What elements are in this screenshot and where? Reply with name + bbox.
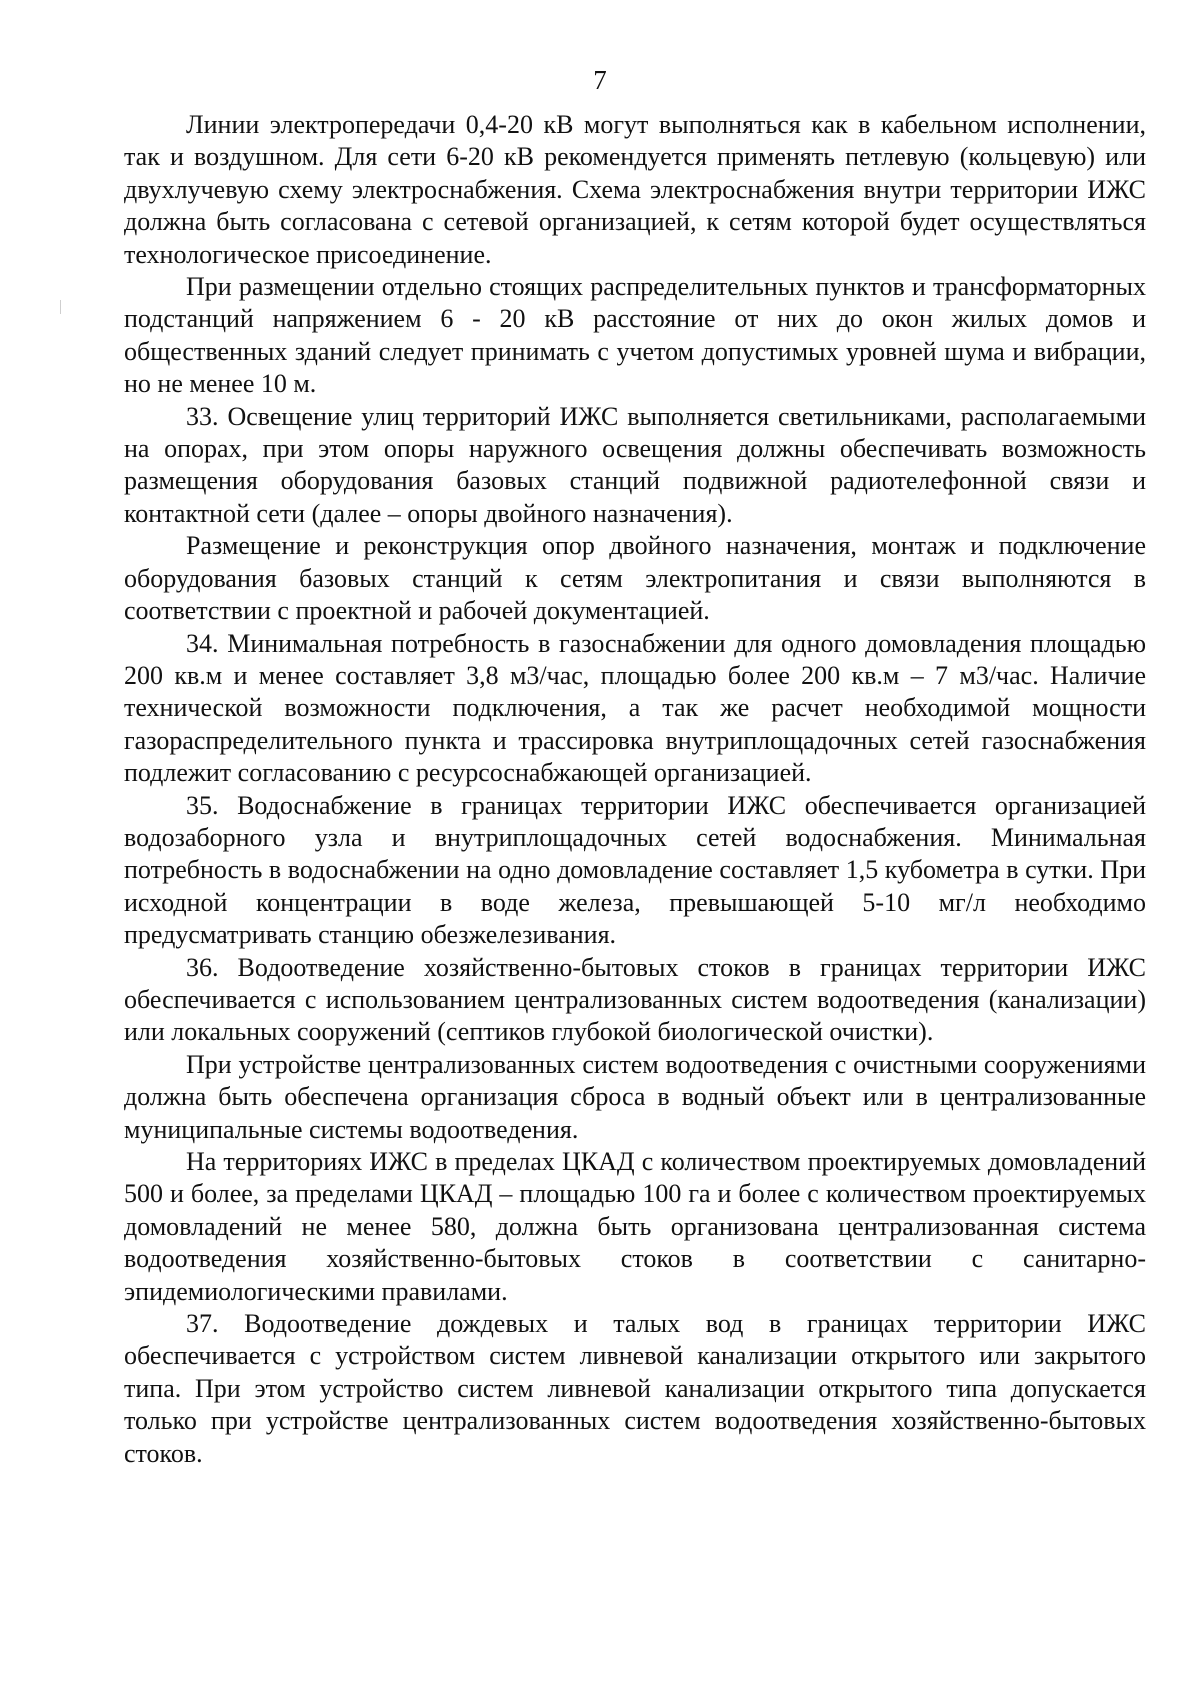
paragraph-street-lighting: 33. Освещение улиц территорий ИЖС выполняется светильниками, располагаемыми на опорах, при этом опоры наружного освещения должны обеспечивать возможность размещения оборудования базовых станций подвижной радиотелефонной связи и контактной сети (далее – опоры двойного назначения). bbox=[124, 401, 1146, 528]
paragraph-sewage: 36. Водоотведение хозяйственно-бытовых стоков в границах территории ИЖС обеспечивается с использованием централизованных систем водоотведения (канализации) или локальных сооружений (септиков глубокой биологической очистки). bbox=[124, 952, 1146, 1047]
paragraph-gas-supply: 34. Минимальная потребность в газоснабжении для одного домовладения площадью 200 кв.м и менее составляет 3,8 м3/час, площадью более 200 кв.м – 7 м3/час. Наличие технической возможности подключения, а так же расчет необходимой мощности газораспределительного пункта и трассировка внутриплощадочных сетей газоснабжения подлежит согласованию с ресурсоснабжающей организацией. bbox=[124, 628, 1146, 788]
paragraph-water-supply: 35. Водоснабжение в границах территории ИЖС обеспечивается организацией водозаборного узла и внутриплощадочных сетей водоснабжения. Минимальная потребность в водоснабжении на одно домовладение составляет 1,5 кубометра в сутки. При исходной концентрации в воде железа, превышающей 5-10 мг/л необходимо предусматривать станцию обезжелезивания. bbox=[124, 790, 1146, 950]
paragraph-substation-distance: При размещении отдельно стоящих распределительных пунктов и трансформаторных подстанций напряжением 6 - 20 кВ расстояние от них до окон жилых домов и общественных зданий следует принимать с учетом допустимых уровней шума и вибрации, но не менее 10 м. bbox=[124, 272, 1146, 399]
paragraph-power-lines: Линии электропередачи 0,4-20 кВ могут выполняться как в кабельном исполнении, так и воздушном. Для сети 6-20 кВ рекомендуется применять петлевую (кольцевую) или двухлучевую схему электроснабжения. Схема электроснабжения внутри территории ИЖС должна быть согласована с сетевой организацией, к сетям которой будет осуществляться технологическое присоединение. bbox=[124, 110, 1146, 269]
scan-margin-mark bbox=[60, 300, 61, 314]
paragraph-centralized-sewage: На территориях ИЖС в пределах ЦКАД с количеством проектируемых домовладений 500 и более, за пределами ЦКАД – площадью 100 га и более с количеством проектируемых домовладений не менее 580, должна быть организована централизованная система водоотведения хозяйственно-бытовых стоков в соответствии с санитарно-эпидемиологическими правилами. bbox=[124, 1147, 1146, 1306]
paragraph-treatment-facilities: При устройстве централизованных систем водоотведения с очистными сооружениями должна быть обеспечена организация сброса в водный объект или в централизованные муниципальные системы водоотведения. bbox=[124, 1049, 1146, 1144]
page-number: 7 bbox=[593, 65, 607, 95]
document-body bbox=[124, 109, 1146, 1470]
paragraph-storm-drainage: 37. Водоотведение дождевых и талых вод в границах территории ИЖС обеспечивается с устройством систем ливневой канализации открытого или закрытого типа. При этом устройство систем ливневой канализации открытого типа допускается только при устройстве централизованных систем водоотведения хозяйственно-бытовых стоков. bbox=[124, 1309, 1146, 1468]
paragraph-dual-purpose-poles: Размещение и реконструкция опор двойного назначения, монтаж и подключение оборудования базовых станций к сетям электропитания и связи выполняются в соответствии с проектной и рабочей документацией. bbox=[124, 531, 1146, 626]
